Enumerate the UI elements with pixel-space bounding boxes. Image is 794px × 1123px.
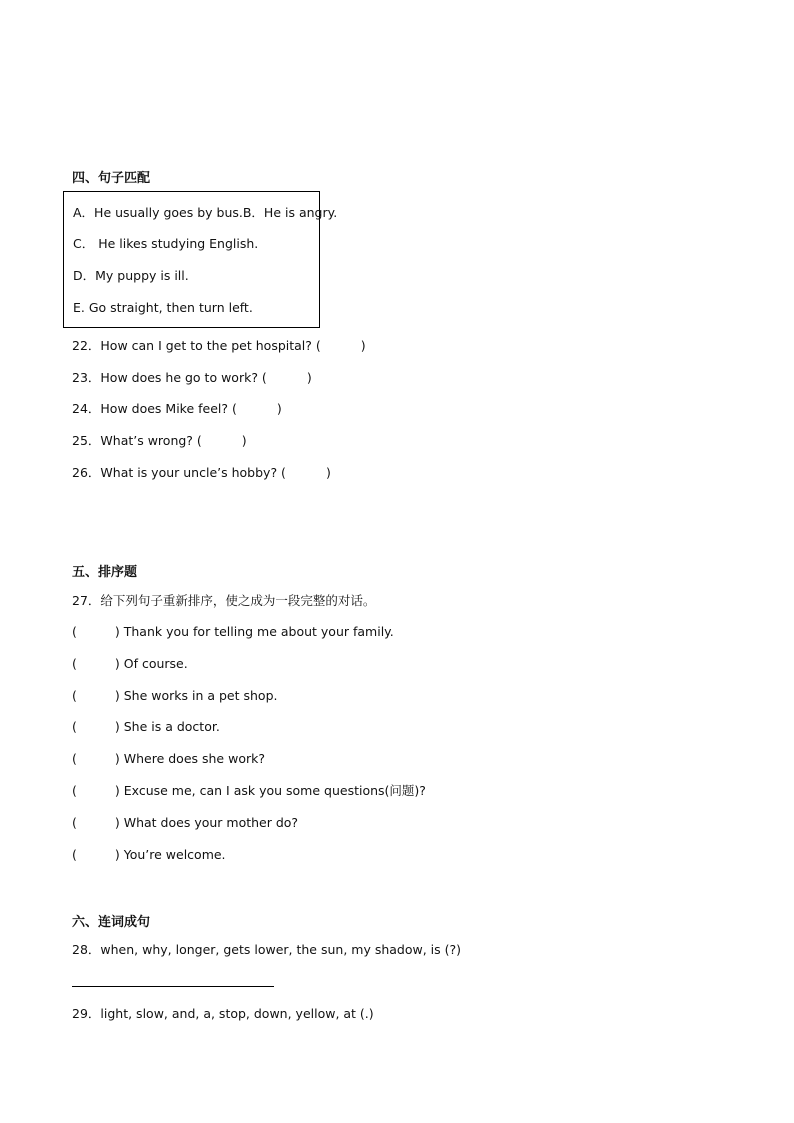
question-25 [72,433,247,449]
section-6-title: 六、连词成句 [72,915,151,930]
question-text: How does he go to work? ( [100,370,267,385]
question-24 [72,401,282,417]
question-number: 23． [72,370,101,385]
section-4-title: 四、句子匹配 [72,171,151,186]
question-number: 24． [72,401,101,416]
question-number: 22． [72,338,101,353]
open-paren: ( [72,719,77,734]
section-5-title: 五、排序题 [72,565,138,580]
ordering-item [72,751,265,767]
option-c: C． He likes studying English. [73,236,259,251]
ordering-item-text: ) You’re welcome. [114,847,226,862]
ordering-item [72,847,226,863]
close-paren: ) [360,338,366,353]
question-number: 26． [72,465,101,480]
question-text: What’s wrong? ( [100,433,202,448]
open-paren: ( [72,688,77,703]
ordering-item [72,719,220,735]
ordering-item [72,624,394,640]
open-paren: ( [72,624,77,639]
question-22 [72,338,366,354]
ordering-item [72,688,278,704]
question-23 [72,370,312,386]
open-paren: ( [72,751,77,766]
ordering-item [72,783,426,799]
ordering-item-text: ) She works in a pet shop. [114,688,278,703]
open-paren: ( [72,815,77,830]
question-text: How can I get to the pet hospital? ( [100,338,321,353]
option-a-b: A．He usually goes by bus.B．He is angry. [73,205,338,220]
option-e: E. Go straight, then turn left. [73,300,253,315]
close-paren: ) [325,465,331,480]
question-27-instruction: 27．给下列句子重新排序，使之成为一段完整的对话。 [72,593,376,608]
ordering-item-text: ) She is a doctor. [114,719,220,734]
question-26 [72,465,331,481]
close-paren: ) [241,433,247,448]
ordering-item [72,815,298,831]
question-28: 28．when, why, longer, gets lower, the sun, my shadow, is (?) [72,942,462,957]
ordering-item-text: ) Where does she work? [114,751,265,766]
question-text: How does Mike feel? ( [100,401,237,416]
ordering-item-text: ) Thank you for telling me about your family. [114,624,394,639]
question-text: What is your uncle’s hobby? ( [100,465,286,480]
ordering-item-text: ) What does your mother do? [114,815,299,830]
open-paren: ( [72,847,77,862]
options-box [63,191,338,328]
question-number: 25． [72,433,101,448]
open-paren: ( [72,783,77,798]
open-paren: ( [72,656,77,671]
close-paren: ) [276,401,282,416]
ordering-item-text: ) Of course. [114,656,188,671]
answer-line[interactable] [72,986,274,987]
close-paren: ) [306,370,312,385]
question-29: 29．light, slow, and, a, stop, down, yellow, at (.) [72,1006,374,1021]
option-d: D．My puppy is ill. [73,268,189,283]
ordering-item [72,656,188,672]
ordering-item-text: ) Excuse me, can I ask you some questions(问题)? [114,783,426,798]
